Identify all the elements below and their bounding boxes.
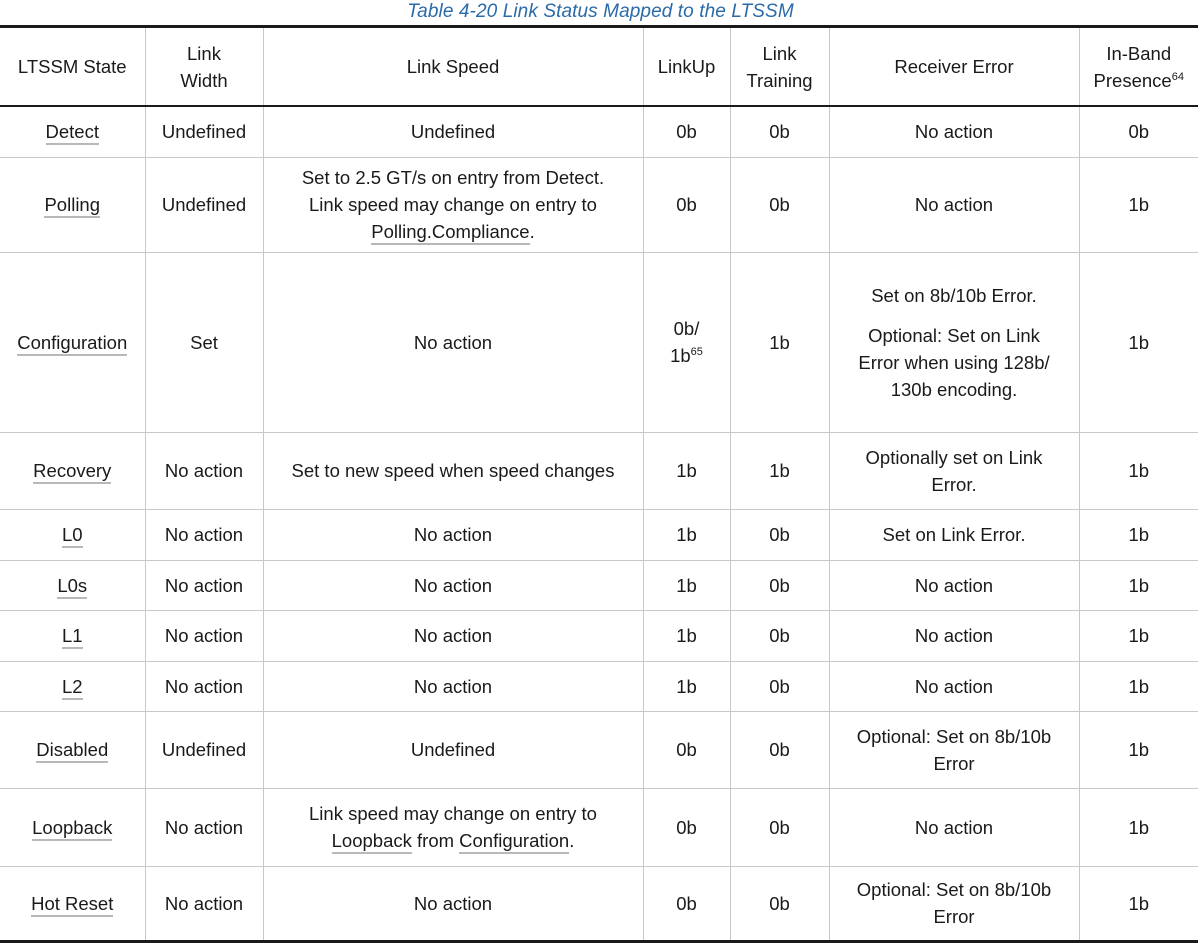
cell-inband: 1b [1079, 252, 1198, 432]
table-caption: Table 4-20 Link Status Mapped to the LTSSM [407, 1, 794, 22]
state-link-configuration[interactable]: Configuration [17, 332, 127, 356]
cell-inband: 1b [1079, 610, 1198, 661]
cell-width: No action [145, 432, 263, 509]
cell-receiver-error: No action [829, 106, 1079, 157]
cell-receiver-error: No action [829, 788, 1079, 866]
state-link-hot-reset[interactable]: Hot Reset [31, 893, 113, 917]
cell-inband: 1b [1079, 788, 1198, 866]
cell-state [0, 432, 145, 509]
table-row-l2 [0, 661, 1198, 711]
cell-speed: Link speed may change on entry to Loopback from Configuration. [263, 788, 643, 866]
cell-training: 0b [730, 711, 829, 788]
cell-state [0, 560, 145, 610]
cell-state [0, 106, 145, 157]
header-inband-presence: In-Band Presence$^{64}$ [1079, 27, 1198, 107]
state-link-l0s[interactable]: L0s [57, 575, 87, 599]
table-row-polling [0, 157, 1198, 252]
table-row-configuration [0, 252, 1198, 432]
cell-width: Undefined [145, 106, 263, 157]
state-link-l1[interactable]: L1 [62, 625, 83, 649]
cell-speed: Undefined [263, 711, 643, 788]
state-link-disabled[interactable]: Disabled [36, 739, 108, 763]
cell-speed: Set to 2.5 GT/s on entry from Detect. Link speed may change on entry to Polling.Compliance. [263, 157, 643, 252]
cell-training: 1b [730, 252, 829, 432]
cell-linkup: 1b [643, 432, 730, 509]
header-linkup: LinkUp [643, 27, 730, 107]
cell-receiver-error: Optionally set on Link Error. [829, 432, 1079, 509]
cell-receiver-error: No action [829, 560, 1079, 610]
cell-receiver-error: No action [829, 157, 1079, 252]
header-ltssm-state: LTSSM State [0, 27, 145, 107]
table-row-recovery [0, 432, 1198, 509]
cell-linkup: 0b [643, 788, 730, 866]
cell-linkup: 1b [643, 661, 730, 711]
cell-speed: No action [263, 509, 643, 560]
cell-state [0, 610, 145, 661]
cell-linkup: 0b [643, 866, 730, 941]
cell-training: 0b [730, 610, 829, 661]
table-row-l0s [0, 560, 1198, 610]
table-row-disabled [0, 711, 1198, 788]
link-status-table [0, 25, 1198, 943]
cell-training: 0b [730, 866, 829, 941]
cell-training: 0b [730, 157, 829, 252]
cell-width: Undefined [145, 157, 263, 252]
cell-state [0, 661, 145, 711]
cell-speed: No action [263, 560, 643, 610]
header-receiver-error: Receiver Error [829, 27, 1079, 107]
cell-width: Set [145, 252, 263, 432]
cell-speed: Undefined [263, 106, 643, 157]
cell-receiver-error: No action [829, 610, 1079, 661]
loopback-link[interactable]: Loopback [332, 830, 412, 854]
table-row-l0 [0, 509, 1198, 560]
cell-linkup: 0b [643, 106, 730, 157]
cell-linkup: 0b [643, 157, 730, 252]
cell-training: 0b [730, 106, 829, 157]
polling-compliance-link[interactable]: Polling.Compliance [371, 221, 529, 245]
cell-speed: Set to new speed when speed changes [263, 432, 643, 509]
state-link-detect[interactable]: Detect [46, 121, 99, 145]
header-link-speed: Link Speed [263, 27, 643, 107]
header-link-width: Link Width [145, 27, 263, 107]
header-link-training: Link Training [730, 27, 829, 107]
cell-width: No action [145, 509, 263, 560]
cell-width: No action [145, 788, 263, 866]
cell-linkup: 0b/ $1b^{65}$ [643, 252, 730, 432]
cell-speed: No action [263, 866, 643, 941]
cell-training: 0b [730, 788, 829, 866]
table-row-detect [0, 106, 1198, 157]
cell-receiver-error: Optional: Set on 8b/10b Error [829, 866, 1079, 941]
cell-state [0, 711, 145, 788]
configuration-link[interactable]: Configuration [459, 830, 569, 854]
cell-receiver-error: No action [829, 661, 1079, 711]
table-row-l1 [0, 610, 1198, 661]
cell-state [0, 866, 145, 941]
cell-state [0, 252, 145, 432]
cell-width: No action [145, 560, 263, 610]
cell-linkup: 1b [643, 560, 730, 610]
cell-linkup: 1b [643, 610, 730, 661]
cell-inband: 1b [1079, 432, 1198, 509]
cell-speed: No action [263, 610, 643, 661]
cell-width: Undefined [145, 711, 263, 788]
cell-state [0, 788, 145, 866]
header-row [0, 27, 1198, 107]
cell-inband: 1b [1079, 560, 1198, 610]
state-link-l2[interactable]: L2 [62, 676, 83, 700]
footnote-ref-64[interactable]: 64 [1171, 70, 1184, 83]
cell-training: 1b [730, 432, 829, 509]
cell-inband: 0b [1079, 106, 1198, 157]
footnote-ref-65[interactable]: 65 [690, 345, 703, 358]
table-row-loopback [0, 788, 1198, 866]
cell-receiver-error: Optional: Set on 8b/10b Error [829, 711, 1079, 788]
cell-training: 0b [730, 509, 829, 560]
cell-inband: 1b [1079, 661, 1198, 711]
cell-speed: No action [263, 252, 643, 432]
cell-inband: 1b [1079, 157, 1198, 252]
state-link-polling[interactable]: Polling [44, 194, 100, 218]
cell-training: 0b [730, 661, 829, 711]
state-link-loopback[interactable]: Loopback [32, 817, 112, 841]
cell-width: No action [145, 661, 263, 711]
cell-state [0, 157, 145, 252]
cell-linkup: 1b [643, 509, 730, 560]
cell-training: 0b [730, 560, 829, 610]
table-row-hot-reset [0, 866, 1198, 941]
cell-width: No action [145, 866, 263, 941]
cell-state [0, 509, 145, 560]
cell-inband: 1b [1079, 866, 1198, 941]
cell-inband: 1b [1079, 509, 1198, 560]
cell-width: No action [145, 610, 263, 661]
cell-receiver-error: Set on 8b/10b Error. Optional: Set on Link Error when using 128b/ 130b encoding. [829, 252, 1079, 432]
state-link-l0[interactable]: L0 [62, 524, 83, 548]
cell-linkup: 0b [643, 711, 730, 788]
state-link-recovery[interactable]: Recovery [33, 460, 111, 484]
cell-speed: No action [263, 661, 643, 711]
cell-receiver-error: Set on Link Error. [829, 509, 1079, 560]
cell-inband: 1b [1079, 711, 1198, 788]
